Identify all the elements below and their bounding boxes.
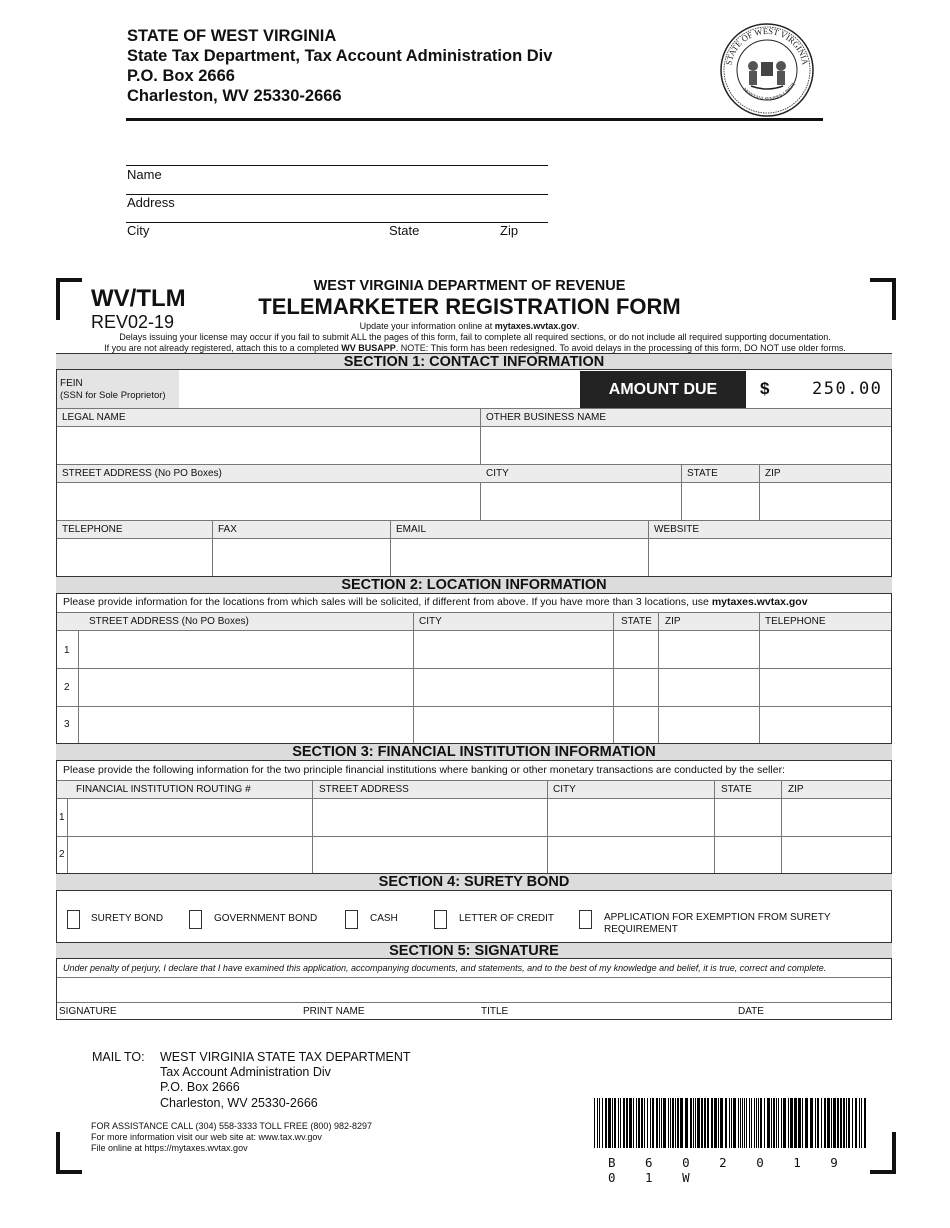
section3-title: SECTION 3: FINANCIAL INSTITUTION INFORMATION: [56, 743, 892, 761]
barcode-bar: [746, 1098, 747, 1148]
barcode-bar: [815, 1098, 816, 1148]
fein-input[interactable]: [180, 371, 580, 407]
telephone-label: TELEPHONE: [62, 524, 123, 535]
surety-bond-checkbox[interactable]: [67, 910, 80, 929]
assistance-phone: FOR ASSISTANCE CALL (304) 558-3333 TOLL FREE (800) 982-8297: [91, 1121, 372, 1131]
form-revision: REV02-19: [91, 312, 175, 332]
barcode-bar: [620, 1098, 621, 1148]
city-line: [126, 222, 548, 223]
barcode-bar: [697, 1098, 700, 1148]
cash-label: CASH: [370, 913, 398, 924]
agency-po-box: P.O. Box 2666: [127, 67, 235, 85]
notice-prefix: If you are not already registered, attach this to a completed: [104, 343, 339, 353]
s3-row-number: 1: [59, 812, 65, 823]
city-label: City: [127, 223, 150, 238]
divider: [78, 631, 79, 744]
barcode-bar: [672, 1098, 674, 1148]
barcode-bar: [802, 1098, 803, 1148]
divider: [658, 612, 659, 744]
corner-mark-bottom-right: [870, 1132, 896, 1174]
assistance-file-online: File online at https://mytaxes.wvtax.gov: [91, 1143, 248, 1153]
barcode-bar: [821, 1098, 822, 1148]
divider: [57, 836, 891, 837]
email-label: EMAIL: [396, 524, 427, 535]
telephone-input[interactable]: [58, 540, 211, 576]
zip-label: Zip: [500, 223, 519, 238]
form-code: WV/TLM: [91, 285, 186, 312]
email-input[interactable]: [391, 540, 647, 576]
barcode-bar: [840, 1098, 842, 1148]
barcode-bar: [788, 1098, 789, 1148]
amount-due-value: 250.00: [812, 379, 883, 399]
barcode-bar: [633, 1098, 634, 1148]
letter-of-credit-label: LETTER OF CREDIT: [459, 913, 555, 924]
agency-city: Charleston, WV 25330-2666: [127, 87, 342, 105]
barcode-bar: [855, 1098, 857, 1148]
state-input-s1[interactable]: [682, 484, 758, 520]
address-line: [126, 194, 548, 195]
section2-instruction: [63, 596, 808, 608]
update-prefix: Update your information online at: [359, 321, 493, 331]
barcode-bar: [605, 1098, 607, 1148]
barcode-bar: [626, 1098, 628, 1148]
barcode-bar: [638, 1098, 640, 1148]
barcode-bar: [776, 1098, 777, 1148]
notice-busapp: [60, 343, 890, 353]
government-bond-label: GOVERNMENT BOND: [214, 913, 318, 924]
s2-row-number: 3: [64, 719, 70, 730]
barcode-bar: [725, 1098, 727, 1148]
barcode-bar: [663, 1098, 666, 1148]
s2-col-street: STREET ADDRESS (No PO Boxes): [89, 616, 249, 627]
barcode-bar: [659, 1098, 660, 1148]
notice-delays: Delays issuing your license may occur if you fail to submit ALL the pages of this form, fail to complete all required sections, or do not include all required supporting documentation.: [119, 332, 831, 342]
barcode-bar: [618, 1098, 619, 1148]
divider: [312, 780, 313, 874]
barcode-bar: [675, 1098, 676, 1148]
barcode-bar: [701, 1098, 703, 1148]
s2-row-number: 1: [64, 645, 70, 656]
barcode-bar: [599, 1098, 600, 1148]
section1-title: SECTION 1: CONTACT INFORMATION: [56, 353, 892, 370]
legal-name-label-row: [57, 408, 891, 427]
fein-label-box: [57, 370, 179, 408]
barcode-bar: [852, 1098, 853, 1148]
barcode-bar: [817, 1098, 819, 1148]
barcode-bar: [754, 1098, 755, 1148]
legal-name-label: LEGAL NAME: [62, 412, 126, 423]
barcode-bar: [773, 1098, 775, 1148]
barcode-bar: [831, 1098, 832, 1148]
barcode-bar: [749, 1098, 750, 1148]
corner-mark-top-left: [56, 278, 82, 320]
barcode-bar: [729, 1098, 730, 1148]
perjury-declaration: Under penalty of perjury, I declare that I have examined this application, accompanying documents, and statements, and to the best of my knowledge and belief, it is true, correct and complete.: [63, 963, 827, 973]
barcode-bar: [636, 1098, 637, 1148]
barcode-bar: [670, 1098, 671, 1148]
street-address-input[interactable]: [58, 484, 479, 520]
s3-col-zip: ZIP: [788, 784, 804, 795]
s2-col-city: CITY: [419, 616, 442, 627]
zip-label-s1: ZIP: [765, 468, 781, 479]
amount-due-label: AMOUNT DUE: [580, 371, 746, 408]
barcode: [594, 1098, 868, 1148]
divider: [781, 780, 782, 874]
legal-name-input[interactable]: [58, 428, 479, 464]
s2-col-zip: ZIP: [665, 616, 681, 627]
fax-input[interactable]: [213, 540, 389, 576]
barcode-bar: [641, 1098, 643, 1148]
barcode-bar: [740, 1098, 741, 1148]
barcode-bar: [731, 1098, 732, 1148]
address-label: Address: [127, 195, 175, 210]
section3-instruction: Please provide the following information for the two principle financial institutions where banking or other monetary transactions are conducted by the seller:: [63, 764, 785, 776]
s2-col-telephone: TELEPHONE: [765, 616, 826, 627]
barcode-bar: [718, 1098, 719, 1148]
agency-name: STATE OF WEST VIRGINIA: [127, 27, 337, 45]
barcode-bar: [833, 1098, 836, 1148]
divider: [547, 780, 548, 874]
notice-suffix: . NOTE: This form has been redesigned. To avoid delays in the processing of this form, DO NOT use older forms.: [395, 343, 846, 353]
barcode-bar: [742, 1098, 743, 1148]
s3-col-state: STATE: [721, 784, 752, 795]
barcode-bar: [707, 1098, 709, 1148]
barcode-bar: [704, 1098, 706, 1148]
barcode-bar: [781, 1098, 782, 1148]
agency-division: State Tax Department, Tax Account Administration Div: [127, 47, 553, 65]
svg-text:MONTANI SEMPER LIBERI: MONTANI SEMPER LIBERI: [741, 82, 797, 103]
signature-label: SIGNATURE: [59, 1006, 117, 1017]
barcode-bar: [758, 1098, 759, 1148]
barcode-bar: [594, 1098, 595, 1148]
s3-col-routing: FINANCIAL INSTITUTION ROUTING #: [76, 784, 251, 795]
state-seal: [717, 22, 817, 118]
barcode-bar: [652, 1098, 654, 1148]
other-business-name-input[interactable]: [481, 428, 891, 464]
notice-busapp-bold: WV BUSAPP: [341, 343, 396, 353]
barcode-bar: [608, 1098, 611, 1148]
department-name: WEST VIRGINIA DEPARTMENT OF REVENUE: [313, 278, 626, 294]
state-label-s1: STATE: [687, 468, 718, 479]
barcode-bar: [778, 1098, 779, 1148]
barcode-bar: [644, 1098, 645, 1148]
barcode-bar: [720, 1098, 723, 1148]
barcode-bar: [794, 1098, 797, 1148]
s2-col-state: STATE: [621, 616, 652, 627]
divider: [57, 706, 891, 707]
print-name-label: PRINT NAME: [303, 1006, 365, 1017]
barcode-bar: [693, 1098, 694, 1148]
barcode-bar: [733, 1098, 736, 1148]
form-title: TELEMARKETER REGISTRATION FORM: [258, 294, 681, 319]
s3-col-street: STREET ADDRESS: [319, 784, 409, 795]
exemption-label-line2: REQUIREMENT: [604, 924, 678, 935]
mail-to-label: MAIL TO:: [92, 1050, 145, 1064]
barcode-bar: [685, 1098, 688, 1148]
barcode-bar: [756, 1098, 757, 1148]
s3-col-city: CITY: [553, 784, 576, 795]
title-label: TITLE: [481, 1006, 509, 1017]
barcode-bar: [690, 1098, 692, 1148]
barcode-bar: [827, 1098, 830, 1148]
s2-row-number: 2: [64, 682, 70, 693]
fein-label: FEIN: [60, 378, 83, 389]
fein-sublabel: (SSN for Sole Proprietor): [60, 390, 166, 401]
divider: [57, 1002, 891, 1003]
barcode-bar: [771, 1098, 772, 1148]
telephone-label-row: [57, 520, 891, 539]
exemption-label-line1: APPLICATION FOR EXEMPTION FROM SURETY: [604, 912, 831, 923]
fax-label: FAX: [218, 524, 237, 535]
city-label-s1: CITY: [486, 468, 509, 479]
currency-symbol: $: [760, 379, 770, 398]
barcode-bar: [790, 1098, 793, 1148]
divider: [413, 612, 414, 744]
mail-to-line2: Tax Account Administration Div: [160, 1065, 331, 1079]
date-label: DATE: [738, 1006, 764, 1017]
barcode-bar: [711, 1098, 713, 1148]
corner-mark-top-right: [870, 278, 896, 320]
update-url[interactable]: mytaxes.wvtax.gov: [494, 321, 577, 331]
barcode-bar: [612, 1098, 613, 1148]
barcode-bar: [623, 1098, 625, 1148]
cash-checkbox[interactable]: [345, 910, 358, 929]
s3-row-number: 2: [59, 849, 65, 860]
mail-to-line3: P.O. Box 2666: [160, 1080, 240, 1094]
signature-input-row[interactable]: [58, 978, 891, 1001]
update-online-note: [258, 321, 681, 331]
exemption-checkbox[interactable]: [579, 910, 592, 929]
mail-to-line1: WEST VIRGINIA STATE TAX DEPARTMENT: [160, 1050, 411, 1064]
barcode-bar: [677, 1098, 679, 1148]
barcode-bar: [824, 1098, 826, 1148]
barcode-bar: [805, 1098, 808, 1148]
barcode-bar: [614, 1098, 616, 1148]
other-business-name-label: OTHER BUSINESS NAME: [486, 412, 607, 423]
section4-title: SECTION 4: SURETY BOND: [56, 873, 892, 891]
divider: [57, 668, 891, 669]
section2-link[interactable]: mytaxes.wvtax.gov: [711, 596, 808, 608]
barcode-bar: [656, 1098, 658, 1148]
barcode-bar: [837, 1098, 839, 1148]
barcode-bar: [738, 1098, 739, 1148]
section2-title: SECTION 2: LOCATION INFORMATION: [56, 576, 892, 594]
name-label: Name: [127, 167, 162, 182]
section5-title: SECTION 5: SIGNATURE: [56, 942, 892, 959]
barcode-bar: [848, 1098, 850, 1148]
assistance-website: For more information visit our web site at: www.tax.wv.gov: [91, 1132, 322, 1142]
barcode-bar: [597, 1098, 598, 1148]
barcode-bar: [764, 1098, 765, 1148]
barcode-text: B 6 0 2 0 1 9 0 1 W: [608, 1155, 849, 1185]
barcode-bar: [647, 1098, 648, 1148]
zip-input-s1[interactable]: [760, 484, 891, 520]
header-rule: [126, 118, 823, 121]
divider: [613, 612, 614, 744]
barcode-bar: [668, 1098, 669, 1148]
barcode-bar: [783, 1098, 786, 1148]
barcode-bar: [846, 1098, 847, 1148]
svg-text:STATE OF WEST VIRGINIA: STATE OF WEST VIRGINIA: [723, 25, 811, 66]
divider: [714, 780, 715, 874]
government-bond-checkbox[interactable]: [189, 910, 202, 929]
barcode-bar: [751, 1098, 752, 1148]
barcode-bar: [767, 1098, 770, 1148]
barcode-bar: [864, 1098, 866, 1148]
website-label: WEBSITE: [654, 524, 700, 535]
name-line: [126, 165, 548, 166]
barcode-bar: [602, 1098, 603, 1148]
barcode-bar: [629, 1098, 632, 1148]
street-address-label: STREET ADDRESS (No PO Boxes): [62, 468, 222, 479]
update-suffix: .: [576, 321, 580, 331]
barcode-bar: [760, 1098, 762, 1148]
divider: [759, 612, 760, 744]
mail-to-line4: Charleston, WV 25330-2666: [160, 1096, 318, 1110]
barcode-bar: [714, 1098, 717, 1148]
state-label: State: [389, 223, 420, 238]
barcode-bar: [859, 1098, 860, 1148]
barcode-bar: [661, 1098, 662, 1148]
letter-of-credit-checkbox[interactable]: [434, 910, 447, 929]
barcode-bar: [798, 1098, 801, 1148]
barcode-bar: [861, 1098, 862, 1148]
barcode-bar: [744, 1098, 745, 1148]
barcode-bar: [695, 1098, 696, 1148]
barcode-bar: [843, 1098, 845, 1148]
corner-mark-bottom-left: [56, 1132, 82, 1174]
website-input[interactable]: [649, 540, 891, 576]
section2-instruction-text: Please provide information for the locations from which sales will be solicited, if different from above. If you have more than 3 locations, use: [63, 596, 709, 608]
barcode-bar: [650, 1098, 651, 1148]
barcode-bar: [810, 1098, 813, 1148]
city-input-s1[interactable]: [481, 484, 680, 520]
barcode-bar: [680, 1098, 683, 1148]
surety-bond-label: SURETY BOND: [91, 913, 164, 924]
